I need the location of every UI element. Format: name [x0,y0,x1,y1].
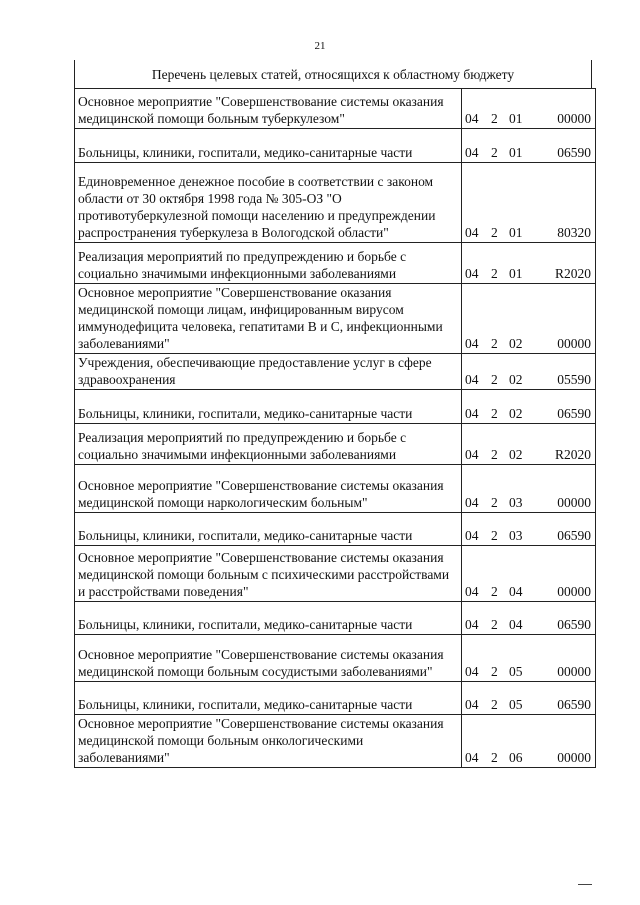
article-name-cell [75,465,462,513]
table-row [75,635,596,682]
subprogram-code: 2 [491,750,498,765]
table-row [75,546,596,602]
table-row [75,390,596,424]
subprogram-code: 2 [491,266,498,281]
program-code: 04 [465,447,479,462]
subprogram-code: 2 [491,584,498,599]
article-name: Основное мероприятие "Совершенствование системы оказания медицинской помощи больным онкологическими заболеваниями" [78,716,444,765]
article-name: Основное мероприятие "Совершенствование системы оказания медицинской помощи больным туберкулезом" [78,94,444,126]
table-row [75,465,596,513]
direction-code: 00000 [557,750,591,765]
article-code-cell [462,513,596,546]
program-code: 04 [465,111,479,126]
subprogram-code: 2 [491,617,498,632]
article-name-cell [75,546,462,602]
program-code: 04 [465,528,479,543]
event-code: 03 [509,495,523,510]
event-code: 04 [509,617,523,632]
article-code-cell [462,602,596,635]
direction-code: R2020 [554,447,591,462]
program-code: 04 [465,406,479,421]
table-row [75,682,596,715]
table-body [75,89,596,768]
event-code: 03 [509,528,523,543]
subprogram-code: 2 [491,336,498,351]
article-name: Основное мероприятие "Совершенствование оказания медицинской помощи лицам, инфицированным вирусом иммунодефицита человека, гепатитами В и С, инфекционными заболеваниями" [78,285,443,351]
subprogram-code: 2 [491,111,498,126]
program-code: 04 [465,750,479,765]
subprogram-code: 2 [491,145,498,160]
article-name-cell [75,284,462,354]
article-name-cell [75,390,462,424]
article-code-cell [462,243,596,284]
article-code-cell [462,635,596,682]
article-name-cell [75,129,462,163]
article-name-cell [75,354,462,390]
subprogram-code: 2 [491,495,498,510]
direction-code: 06590 [557,406,591,421]
program-code: 04 [465,584,479,599]
article-name-cell [75,243,462,284]
table-row [75,602,596,635]
direction-code: 06590 [557,528,591,543]
event-code: 04 [509,584,523,599]
direction-code: 05590 [557,372,591,387]
event-code: 01 [509,111,523,126]
article-code-cell [462,354,596,390]
article-name-cell [75,602,462,635]
article-name: Больницы, клиники, госпитали, медико-санитарные части [78,697,413,712]
event-code: 01 [509,266,523,281]
article-name-cell [75,89,462,129]
event-code: 02 [509,447,523,462]
direction-code: 06590 [557,617,591,632]
article-code-cell [462,129,596,163]
target-articles-sheet [74,60,592,768]
article-name: Больницы, клиники, госпитали, медико-санитарные части [78,145,413,160]
program-code: 04 [465,225,479,240]
target-articles-table [74,88,596,768]
page-number: 21 [314,40,326,52]
article-name-cell [75,513,462,546]
event-code: 06 [509,750,523,765]
event-code: 05 [509,697,523,712]
article-name: Основное мероприятие "Совершенствование системы оказания медицинской помощи больным с психическими расстройствами и расстройствами поведения" [78,550,450,599]
table-row [75,89,596,129]
subprogram-code: 2 [491,225,498,240]
article-name-cell [75,682,462,715]
direction-code: 00000 [557,111,591,126]
subprogram-code: 2 [491,697,498,712]
table-row [75,715,596,768]
table-row [75,163,596,243]
program-code: 04 [465,617,479,632]
direction-code: R2020 [554,266,591,281]
direction-code: 06590 [557,697,591,712]
article-name-cell [75,635,462,682]
article-name-cell [75,163,462,243]
article-code-cell [462,284,596,354]
article-code-cell [462,465,596,513]
article-name-cell [75,715,462,768]
program-code: 04 [465,372,479,387]
article-name: Больницы, клиники, госпитали, медико-санитарные части [78,617,413,632]
article-code-cell [462,546,596,602]
article-code-cell [462,682,596,715]
program-code: 04 [465,145,479,160]
article-name: Реализация мероприятий по предупреждению и борьбе с социально значимыми инфекционными заболеваниями [78,249,407,281]
direction-code: 80320 [557,225,591,240]
subprogram-code: 2 [491,664,498,679]
article-name: Единовременное денежное пособие в соответствии с законом области от 30 октября 1998 года № 305-ОЗ "О противотуберкулезной помощи населению и предупреждении распространения туберкулеза в Вологодской области" [78,174,436,240]
article-name: Больницы, клиники, госпитали, медико-санитарные части [78,528,413,543]
article-code-cell [462,163,596,243]
event-code: 02 [509,336,523,351]
table-row [75,284,596,354]
table-row [75,243,596,284]
article-name-cell [75,424,462,465]
event-code: 02 [509,372,523,387]
table-row [75,513,596,546]
direction-code: 06590 [557,145,591,160]
subprogram-code: 2 [491,406,498,421]
article-code-cell [462,89,596,129]
subprogram-code: 2 [491,372,498,387]
article-code-cell [462,424,596,465]
table-row [75,354,596,390]
program-code: 04 [465,336,479,351]
direction-code: 00000 [557,664,591,679]
program-code: 04 [465,266,479,281]
subprogram-code: 2 [491,447,498,462]
page-edge-mark [578,884,592,885]
table-row [75,129,596,163]
table-caption: Перечень целевых статей, относящихся к областному бюджету [74,60,592,88]
event-code: 01 [509,225,523,240]
program-code: 04 [465,664,479,679]
article-name: Реализация мероприятий по предупреждению и борьбе с социально значимыми инфекционными заболеваниями [78,430,407,462]
article-name: Основное мероприятие "Совершенствование системы оказания медицинской помощи наркологическим больным" [78,478,444,510]
event-code: 02 [509,406,523,421]
program-code: 04 [465,697,479,712]
direction-code: 00000 [557,495,591,510]
article-code-cell [462,715,596,768]
article-code-cell [462,390,596,424]
subprogram-code: 2 [491,528,498,543]
direction-code: 00000 [557,336,591,351]
event-code: 01 [509,145,523,160]
table-row [75,424,596,465]
article-name: Учреждения, обеспечивающие предоставление услуг в сфере здравоохранения [78,355,432,387]
direction-code: 00000 [557,584,591,599]
program-code: 04 [465,495,479,510]
event-code: 05 [509,664,523,679]
article-name: Основное мероприятие "Совершенствование системы оказания медицинской помощи больным сосудистыми заболеваниями" [78,647,444,679]
article-name: Больницы, клиники, госпитали, медико-санитарные части [78,406,413,421]
